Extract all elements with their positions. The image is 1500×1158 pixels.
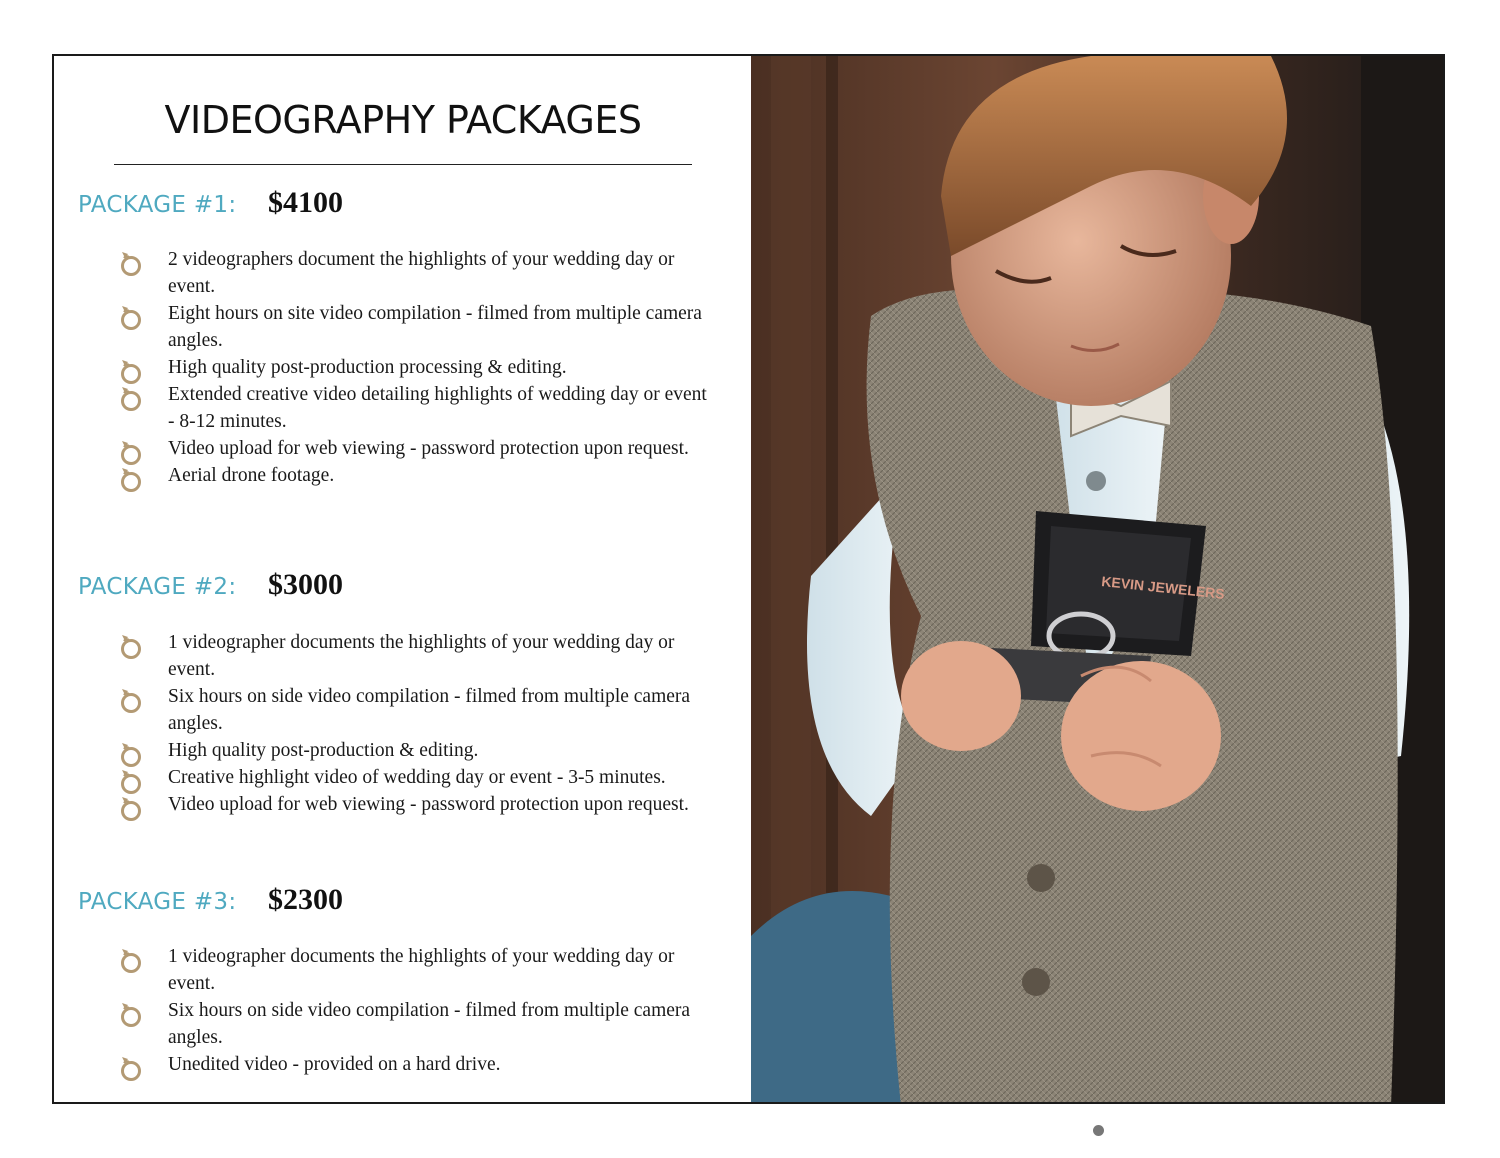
list-item: 1 videographer documents the highlights of your wedding day or event. <box>116 943 716 997</box>
list-item: High quality post-production processing & editing. <box>116 354 716 381</box>
ring-icon <box>116 302 146 332</box>
list-item: Extended creative video detailing highlights of wedding day or event - 8-12 minutes. <box>116 381 716 435</box>
page-frame <box>52 54 1445 1104</box>
package-label: PACKAGE #2: <box>78 574 237 600</box>
ring-icon <box>116 631 146 661</box>
package-price: $2300 <box>268 883 343 916</box>
list-item: Six hours on side video compilation - filmed from multiple camera angles. <box>116 997 716 1051</box>
list-item: High quality post-production & editing. <box>116 737 716 764</box>
ring-icon <box>116 383 146 413</box>
hero-photo <box>751 56 1445 1102</box>
list-item: Creative highlight video of wedding day or event - 3-5 minutes. <box>116 764 716 791</box>
list-item: Video upload for web viewing - password protection upon request. <box>116 435 716 462</box>
list-item: 2 videographers document the highlights of your wedding day or event. <box>116 246 716 300</box>
page-indicator-dot[interactable] <box>1093 1125 1104 1136</box>
list-item: Six hours on side video compilation - filmed from multiple camera angles. <box>116 683 716 737</box>
package-label: PACKAGE #1: <box>78 192 237 218</box>
ring-icon <box>116 793 146 823</box>
ring-icon <box>116 464 146 494</box>
photo-illustration <box>751 56 1445 1102</box>
box-logo: KEVIN JEWELERS <box>1100 573 1226 602</box>
list-item: 1 videographer documents the highlights of your wedding day or event. <box>116 629 716 683</box>
package-price: $3000 <box>268 568 343 601</box>
list-item: Eight hours on site video compilation - filmed from multiple camera angles. <box>116 300 716 354</box>
ring-icon <box>116 1053 146 1083</box>
ring-icon <box>116 248 146 278</box>
package-3-heading <box>78 883 343 917</box>
page-title: VIDEOGRAPHY PACKAGES <box>164 98 642 142</box>
ring-icon <box>116 685 146 715</box>
title-divider <box>114 164 692 165</box>
ring-icon <box>116 945 146 975</box>
package-1-heading <box>78 186 343 220</box>
ring-icon <box>116 999 146 1029</box>
package-label: PACKAGE #3: <box>78 889 237 915</box>
package-2-heading <box>78 568 343 602</box>
package-3-list <box>116 943 716 1078</box>
package-1-list <box>116 246 716 489</box>
package-2-list <box>116 629 716 818</box>
list-item: Aerial drone footage. <box>116 462 716 489</box>
package-price: $4100 <box>268 186 343 219</box>
list-item: Video upload for web viewing - password protection upon request. <box>116 791 716 818</box>
list-item: Unedited video - provided on a hard drive. <box>116 1051 716 1078</box>
packages-panel <box>54 56 751 1102</box>
